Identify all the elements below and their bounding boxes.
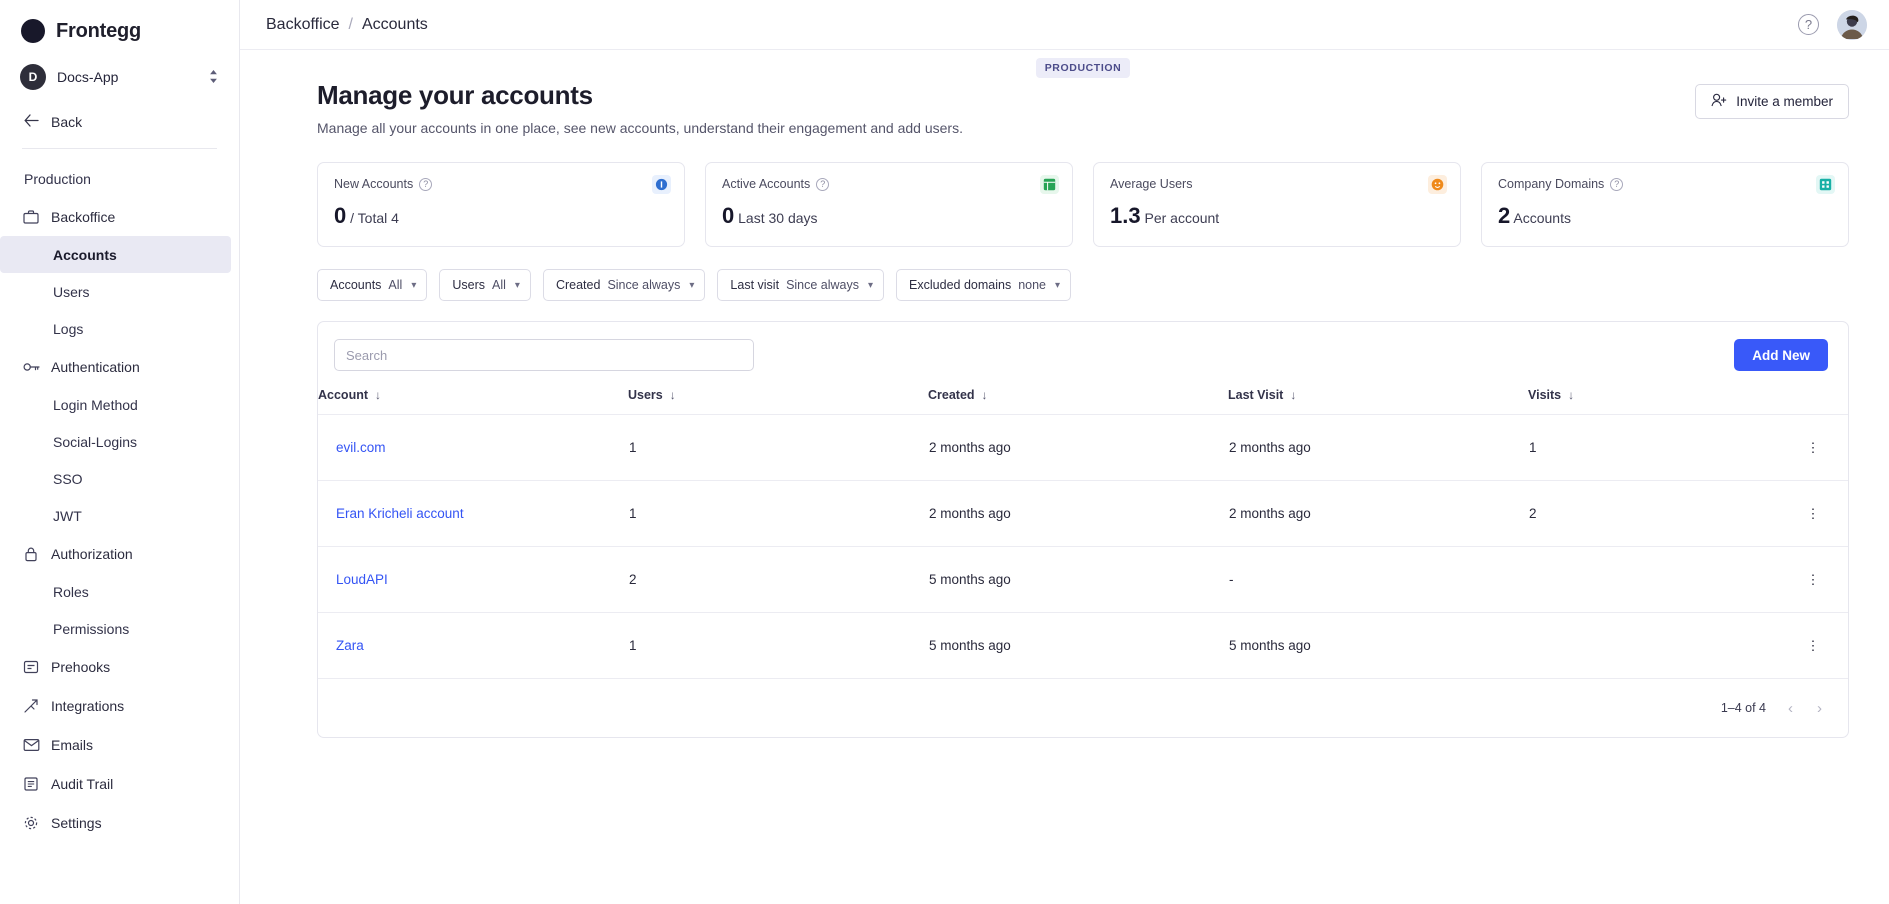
sidebar-item-sso[interactable]: [0, 460, 239, 497]
panel-toolbar: [318, 322, 1848, 388]
accounts-table: [318, 388, 1848, 679]
sidebar-item-label: Authorization: [51, 545, 133, 562]
sidebar-item-roles[interactable]: [0, 573, 239, 610]
sidebar-item-audit-trail[interactable]: [0, 764, 239, 803]
stat-label: Average Users: [1110, 177, 1193, 191]
sort-arrow-icon: ↓: [1568, 388, 1575, 402]
env-badge-wrap: [317, 58, 1849, 78]
column-last-visit[interactable]: [1228, 388, 1528, 415]
sidebar-subitem-label: SSO: [53, 470, 83, 487]
account-link[interactable]: Zara: [336, 638, 364, 653]
breadcrumb-current[interactable]: Accounts: [361, 15, 428, 33]
chevron-down-icon: ▾: [868, 279, 874, 291]
filter-value: none: [1018, 278, 1047, 292]
filter-last-visit[interactable]: [717, 269, 884, 301]
row-menu-icon[interactable]: ⋮: [1778, 481, 1848, 547]
sidebar-item-label: Settings: [51, 814, 102, 831]
filter-label: Last visit: [730, 278, 780, 292]
stat-suffix: Accounts: [1513, 210, 1571, 226]
list-icon: [22, 776, 40, 792]
workspace-name: Docs-App: [57, 69, 119, 85]
sort-arrow-icon: ↓: [1290, 388, 1297, 402]
workspace-avatar: D: [20, 64, 46, 90]
cell-created: 2 months ago: [928, 415, 1228, 481]
filter-created[interactable]: [543, 269, 705, 301]
page-title: Manage your accounts: [317, 80, 593, 110]
table-header-row: [318, 388, 1848, 415]
chevron-down-icon: ▾: [1055, 279, 1061, 291]
sidebar-item-label: Prehooks: [51, 658, 111, 675]
cell-last-visit: -: [1228, 547, 1528, 613]
cell-users: 2: [628, 547, 928, 613]
stat-value-row: [334, 203, 668, 229]
help-circle-icon[interactable]: ?: [419, 178, 432, 191]
cell-created: 5 months ago: [928, 547, 1228, 613]
filter-users[interactable]: [439, 269, 531, 301]
column-label: Created: [928, 388, 975, 402]
gear-icon: [22, 815, 40, 831]
sidebar-item-permissions[interactable]: [0, 610, 239, 647]
account-link[interactable]: evil.com: [336, 440, 386, 455]
table-row[interactable]: [318, 481, 1848, 547]
chevron-down-icon: ▾: [689, 279, 695, 291]
sidebar-subitem-label: Social-Logins: [53, 433, 138, 450]
cell-last-visit: 2 months ago: [1228, 415, 1528, 481]
accounts-panel: [317, 321, 1849, 738]
account-link[interactable]: LoudAPI: [336, 572, 388, 587]
sidebar-item-label: Integrations: [51, 697, 125, 714]
sidebar-item-prehooks[interactable]: [0, 647, 239, 686]
stat-value-row: [1110, 203, 1444, 229]
invite-member-label: Invite a member: [1736, 94, 1833, 109]
filter-value: All: [388, 278, 403, 292]
sidebar-item-social-logins[interactable]: [0, 423, 239, 460]
average-users-icon: [1428, 175, 1447, 194]
cell-visits: [1528, 547, 1778, 613]
page-content: [240, 50, 1889, 904]
search-input[interactable]: [334, 339, 754, 371]
sidebar-subitem-label: Permissions: [53, 620, 130, 637]
cell-visits: 2: [1528, 481, 1778, 547]
lock-icon: [22, 546, 40, 562]
sort-arrow-icon: ↓: [669, 388, 676, 402]
arrow-left-icon: [24, 114, 39, 130]
topbar-actions: [1798, 10, 1867, 40]
filter-label: Users: [452, 278, 486, 292]
column-actions: [1778, 388, 1848, 415]
company-domains-icon: [1816, 175, 1835, 194]
stat-card-header: [1498, 177, 1832, 191]
cell-last-visit: 5 months ago: [1228, 613, 1528, 679]
help-icon[interactable]: ?: [1798, 14, 1819, 35]
page-header-text: [317, 80, 963, 136]
sidebar: [0, 0, 240, 904]
stat-value: 0: [722, 203, 735, 228]
pagination-range: 1–4 of 4: [1720, 701, 1766, 715]
sidebar-subitem-label: Users: [53, 283, 90, 300]
back-label: Back: [51, 114, 83, 130]
active-accounts-icon: [1040, 175, 1059, 194]
back-button[interactable]: [0, 104, 239, 142]
webhook-icon: [22, 659, 40, 675]
column-label: Account: [318, 388, 368, 402]
stat-card-average-users: [1093, 162, 1461, 247]
sidebar-item-settings[interactable]: [0, 803, 239, 842]
sidebar-item-authorization[interactable]: [0, 534, 239, 573]
stat-value-row: [722, 203, 1056, 229]
cell-created: 2 months ago: [928, 481, 1228, 547]
stat-card-header: [334, 177, 668, 191]
cell-users: 1: [628, 481, 928, 547]
stat-value: 1.3: [1110, 203, 1141, 228]
stat-value: 2: [1498, 203, 1511, 228]
sidebar-item-accounts[interactable]: [0, 236, 231, 273]
stat-value: 0: [334, 203, 347, 228]
sidebar-nav: [0, 197, 239, 842]
column-label: Last Visit: [1228, 388, 1284, 402]
page-header: [317, 80, 1849, 136]
sidebar-item-emails[interactable]: [0, 725, 239, 764]
stat-suffix: Last 30 days: [738, 210, 818, 226]
brand[interactable]: [0, 0, 239, 58]
stat-card-new-accounts: [317, 162, 685, 247]
stat-label: Active Accounts: [722, 177, 811, 191]
add-new-button[interactable]: Add New: [1734, 339, 1828, 371]
invite-member-button[interactable]: [1695, 84, 1849, 119]
main-area: [240, 0, 1889, 904]
sort-arrow-icon: ↓: [981, 388, 988, 402]
avatar[interactable]: [1837, 10, 1867, 40]
sidebar-item-label: Emails: [51, 736, 94, 753]
status-badge: PRODUCTION: [1036, 58, 1131, 78]
filter-value: Since always: [607, 278, 681, 292]
filter-accounts[interactable]: [317, 269, 427, 301]
briefcase-icon: [22, 209, 40, 225]
page-subtitle: Manage all your accounts in one place, see new accounts, understand their engagement and add users.: [317, 120, 963, 136]
stat-card-header: [722, 177, 1056, 191]
column-label: Visits: [1528, 388, 1562, 402]
column-label: Users: [628, 388, 663, 402]
table-row[interactable]: [318, 415, 1848, 481]
stat-cards: [317, 162, 1849, 247]
sidebar-item-label: Authentication: [51, 358, 140, 375]
plug-icon: [22, 698, 40, 714]
breadcrumb: [266, 16, 428, 34]
filter-excluded-domains[interactable]: [896, 269, 1071, 301]
table-header: [318, 388, 1848, 415]
pagination-prev-icon[interactable]: ‹: [1788, 699, 1793, 717]
brand-name: Frontegg: [56, 19, 142, 42]
sidebar-item-integrations[interactable]: [0, 686, 239, 725]
sidebar-subitem-label: JWT: [53, 507, 82, 524]
filter-bar: [317, 269, 1849, 301]
table-body: [318, 415, 1848, 679]
stat-card-header: [1110, 177, 1444, 191]
sidebar-item-authentication[interactable]: [0, 347, 239, 386]
sidebar-subitem-label: Accounts: [53, 246, 117, 263]
table-row[interactable]: [318, 547, 1848, 613]
sidebar-item-jwt[interactable]: [0, 497, 239, 534]
key-icon: [22, 360, 40, 374]
chevron-down-icon: ▾: [411, 279, 417, 291]
cell-visits: [1528, 613, 1778, 679]
column-users[interactable]: [628, 388, 928, 415]
sidebar-item-label: Backoffice: [51, 208, 116, 225]
sidebar-subitem-label: Roles: [53, 583, 89, 600]
breadcrumb-root[interactable]: Backoffice: [266, 15, 340, 33]
help-circle-icon[interactable]: ?: [816, 178, 829, 191]
pagination: [318, 679, 1848, 737]
sidebar-item-logs[interactable]: [0, 310, 239, 347]
column-visits[interactable]: [1528, 388, 1778, 415]
filter-label: Created: [555, 278, 601, 292]
column-account[interactable]: [318, 388, 628, 415]
new-accounts-icon: [652, 175, 671, 194]
sidebar-subitem-label: Login Method: [53, 396, 138, 413]
help-circle-icon[interactable]: ?: [1610, 178, 1623, 191]
row-menu-icon[interactable]: ⋮: [1778, 547, 1848, 613]
pagination-next-icon[interactable]: ›: [1817, 699, 1822, 717]
row-menu-icon[interactable]: ⋮: [1778, 415, 1848, 481]
cell-last-visit: 2 months ago: [1228, 481, 1528, 547]
sort-arrow-icon: ↓: [375, 388, 381, 402]
user-plus-icon: [1711, 93, 1727, 110]
filter-label: Excluded domains: [909, 278, 1012, 292]
filter-value: All: [492, 278, 506, 292]
workspace-switcher[interactable]: [0, 58, 239, 104]
stat-label: New Accounts: [334, 177, 414, 191]
sidebar-item-users[interactable]: [0, 273, 239, 310]
filter-label: Accounts: [330, 278, 382, 292]
chevron-updown-icon: [208, 69, 219, 86]
sidebar-section-title: Production: [24, 171, 91, 187]
stat-suffix: / Total 4: [350, 210, 399, 226]
envelope-icon: [22, 738, 40, 752]
sidebar-item-label: Audit Trail: [51, 775, 114, 792]
row-menu-icon[interactable]: ⋮: [1778, 613, 1848, 679]
cell-visits: 1: [1528, 415, 1778, 481]
filter-value: Since always: [786, 278, 860, 292]
sidebar-item-login-method[interactable]: [0, 386, 239, 423]
cell-created: 5 months ago: [928, 613, 1228, 679]
cell-users: 1: [628, 613, 928, 679]
cell-users: 1: [628, 415, 928, 481]
stat-card-active-accounts: [705, 162, 1073, 247]
frontegg-logo-icon: [20, 18, 46, 44]
sidebar-subitem-label: Logs: [53, 320, 84, 337]
breadcrumb-separator: /: [348, 15, 353, 33]
topbar: [240, 0, 1889, 50]
account-link[interactable]: Eran Kricheli account: [336, 506, 464, 521]
table-row[interactable]: [318, 613, 1848, 679]
stat-card-company-domains: [1481, 162, 1849, 247]
stat-suffix: Per account: [1144, 210, 1220, 226]
column-created[interactable]: [928, 388, 1228, 415]
stat-value-row: [1498, 203, 1832, 229]
stat-label: Company Domains: [1498, 177, 1605, 191]
chevron-down-icon: ▾: [514, 279, 520, 291]
sidebar-item-backoffice[interactable]: [0, 197, 239, 236]
